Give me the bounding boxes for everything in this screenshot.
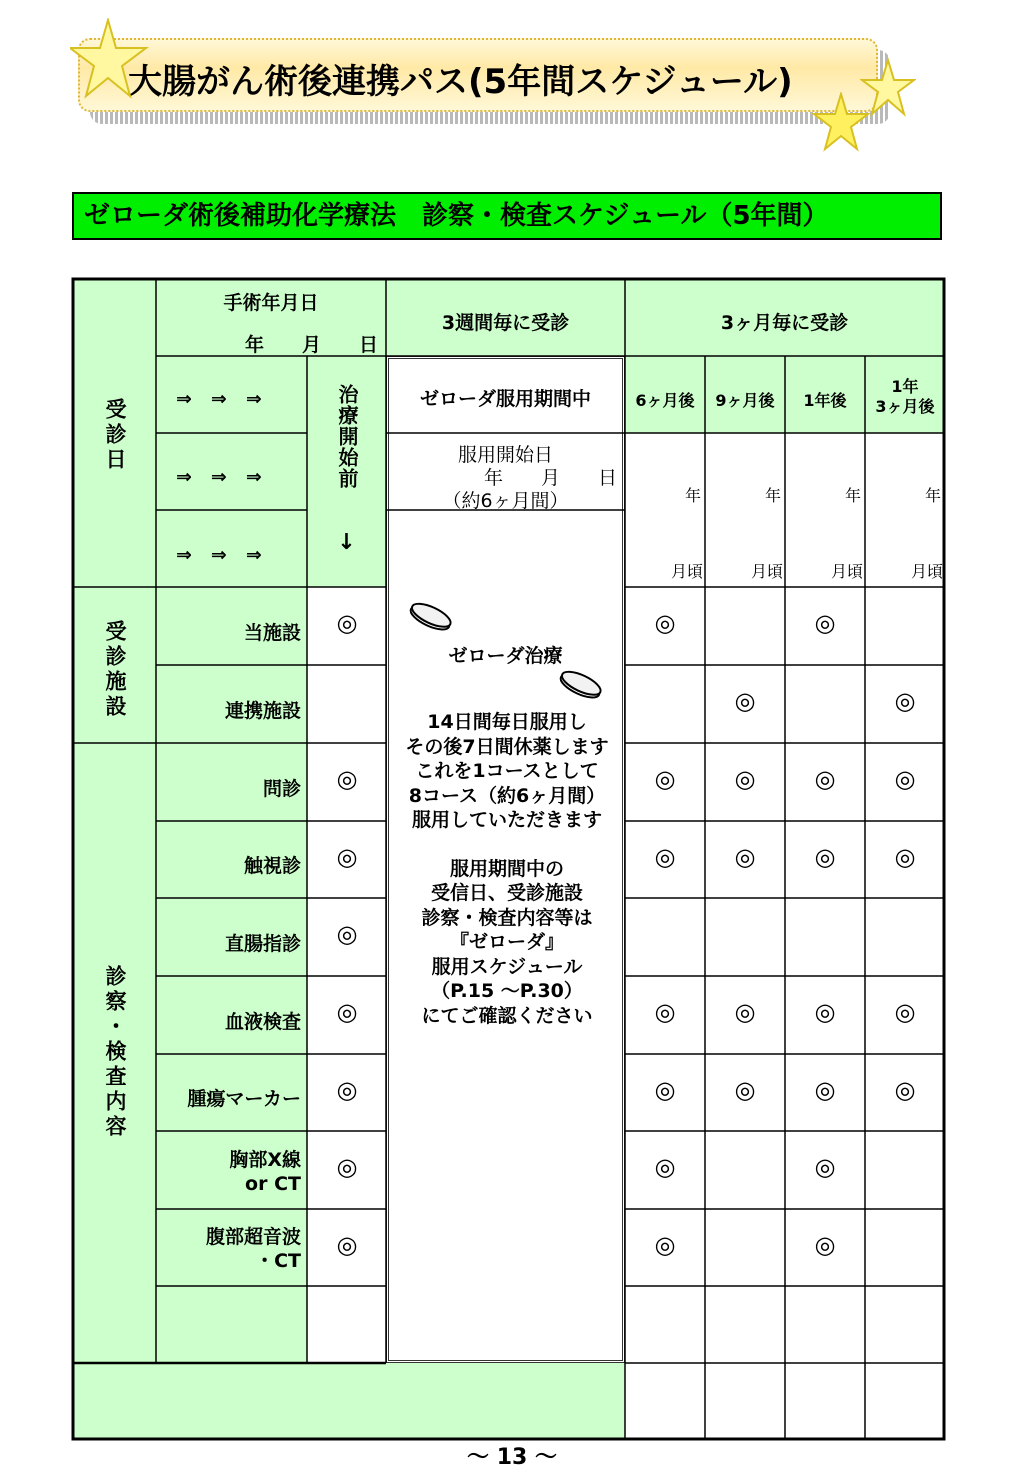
down-arrow-icon: ↓ [337,530,356,555]
exam-line: 胸部X線 [229,1149,301,1171]
row-label-palpation: 触視診 [243,855,301,877]
desc-line: 服用スケジュール [431,955,583,978]
xeloda-start-fields: 年 月 日 [483,467,617,489]
mark-followup: ◎ [814,843,836,871]
surgery-date-label: 手術年月日 [223,292,319,314]
desc-line: 8コース（約6ヶ月間） [408,784,606,807]
timepoint-1y3m [865,377,945,417]
timepoint-line: 1年 [891,377,919,396]
row-label-blood-test: 血液検査 [224,1011,301,1033]
row-label-tumor-marker: 腫瘍マーカー [187,1088,301,1110]
facility-label: 受診施設 [103,620,127,720]
mark-before-treatment: ◎ [336,843,358,871]
exam-label: 診察・検査内容 [103,965,127,1140]
mark-followup: ◎ [894,843,916,871]
banner-box [78,38,878,112]
mark-before-treatment: ◎ [336,998,358,1026]
star-icon [812,92,870,152]
pill-icon [405,600,455,636]
timepoint-1y: 1年後 [803,391,847,410]
mark-followup: ◎ [894,687,916,715]
pill-icon [555,668,605,704]
row-label-own-facility: 当施設 [243,622,301,644]
year-unit: 年 [844,486,861,505]
mark-followup: ◎ [814,998,836,1026]
star-icon [70,18,150,108]
surgery-date-fields: 年 月 日 [244,334,378,356]
every-3months-label: 3ヶ月毎に受診 [720,312,849,334]
arrow-row-2: ⇒ ⇒ ⇒ [176,466,262,488]
mark-followup: ◎ [654,1153,676,1181]
year-unit: 年 [924,486,941,505]
mark-followup: ◎ [734,1076,756,1104]
row-label-partner-facility: 連携施設 [224,700,301,722]
xeloda-period-label: ゼローダ服用期間中 [419,388,591,410]
mark-followup: ◎ [734,998,756,1026]
mark-before-treatment: ◎ [336,765,358,793]
month-unit: 月頃 [670,562,703,581]
desc-line: これを1コースとして [415,760,599,782]
arrow-row-3: ⇒ ⇒ ⇒ [176,544,262,566]
mark-followup: ◎ [814,609,836,637]
mark-before-treatment: ◎ [336,920,358,948]
mark-before-treatment: ◎ [336,1076,358,1104]
desc-line: 14日間毎日服用し [427,711,587,733]
mark-followup: ◎ [654,1231,676,1259]
mark-followup: ◎ [654,1076,676,1104]
title-banner [78,38,898,128]
desc-line: 診察・検査内容等は [421,906,593,929]
timepoint-line: 3ヶ月後 [875,397,935,416]
mark-followup: ◎ [654,609,676,637]
xeloda-duration: （約6ヶ月間） [442,490,569,512]
month-unit: 月頃 [910,562,943,581]
mark-followup: ◎ [654,843,676,871]
desc-line [389,833,625,857]
before-treatment-label: 治療開始前 [335,384,359,489]
timepoint-6m: 6ヶ月後 [635,391,695,410]
page-number: ～ 13 ～ [467,1445,557,1470]
mark-before-treatment: ◎ [336,1153,358,1181]
mark-followup: ◎ [814,765,836,793]
year-unit: 年 [684,486,701,505]
desc-line: 受信日、受診施設 [430,882,583,904]
xeloda-start-label: 服用開始日 [457,444,553,466]
desc-line: 『ゼローダ』 [449,931,564,953]
mark-followup: ◎ [654,765,676,793]
exam-line: or CT [245,1173,301,1195]
xeloda-description [389,710,625,1028]
mark-followup: ◎ [814,1076,836,1104]
row-label-chest-xray-ct [156,1148,301,1196]
page-title: 大腸がん術後連携パス(5年間スケジュール) [128,62,793,102]
mark-followup: ◎ [894,998,916,1026]
mark-followup: ◎ [734,843,756,871]
exam-line: 腹部超音波 [205,1226,301,1248]
mark-followup: ◎ [814,1231,836,1259]
visit-date-label: 受診日 [103,398,127,473]
desc-line: 服用期間中の [449,857,564,880]
timepoint-9m: 9ヶ月後 [715,391,775,410]
mark-before-treatment: ◎ [336,609,358,637]
mark-followup: ◎ [814,1153,836,1181]
desc-line: その後7日間休薬します [405,735,609,758]
mark-followup: ◎ [654,998,676,1026]
arrow-row-1: ⇒ ⇒ ⇒ [176,388,262,410]
mark-before-treatment: ◎ [336,1231,358,1259]
mark-followup: ◎ [734,765,756,793]
exam-line: ・CT [255,1250,301,1272]
mark-followup: ◎ [734,687,756,715]
footer-bg [73,1363,625,1439]
row-label-rectal-exam: 直腸指診 [224,933,301,955]
xeloda-treatment-label: ゼローダ治療 [448,645,563,667]
month-unit: 月頃 [830,562,863,581]
desc-line: （P.15 ～P.30） [431,980,583,1002]
desc-line: 服用していただきます [411,809,602,831]
row-label-abdominal-us-ct [156,1225,301,1273]
desc-line: にてご確認ください [421,1004,593,1027]
row-label-interview: 問診 [262,778,301,800]
month-unit: 月頃 [750,562,783,581]
every-3weeks-label: 3週間毎に受診 [441,312,570,334]
mark-followup: ◎ [894,1076,916,1104]
mark-followup: ◎ [894,765,916,793]
year-unit: 年 [764,486,781,505]
section-title: ゼローダ術後補助化学療法 診察・検査スケジュール（5年間） [72,192,942,240]
